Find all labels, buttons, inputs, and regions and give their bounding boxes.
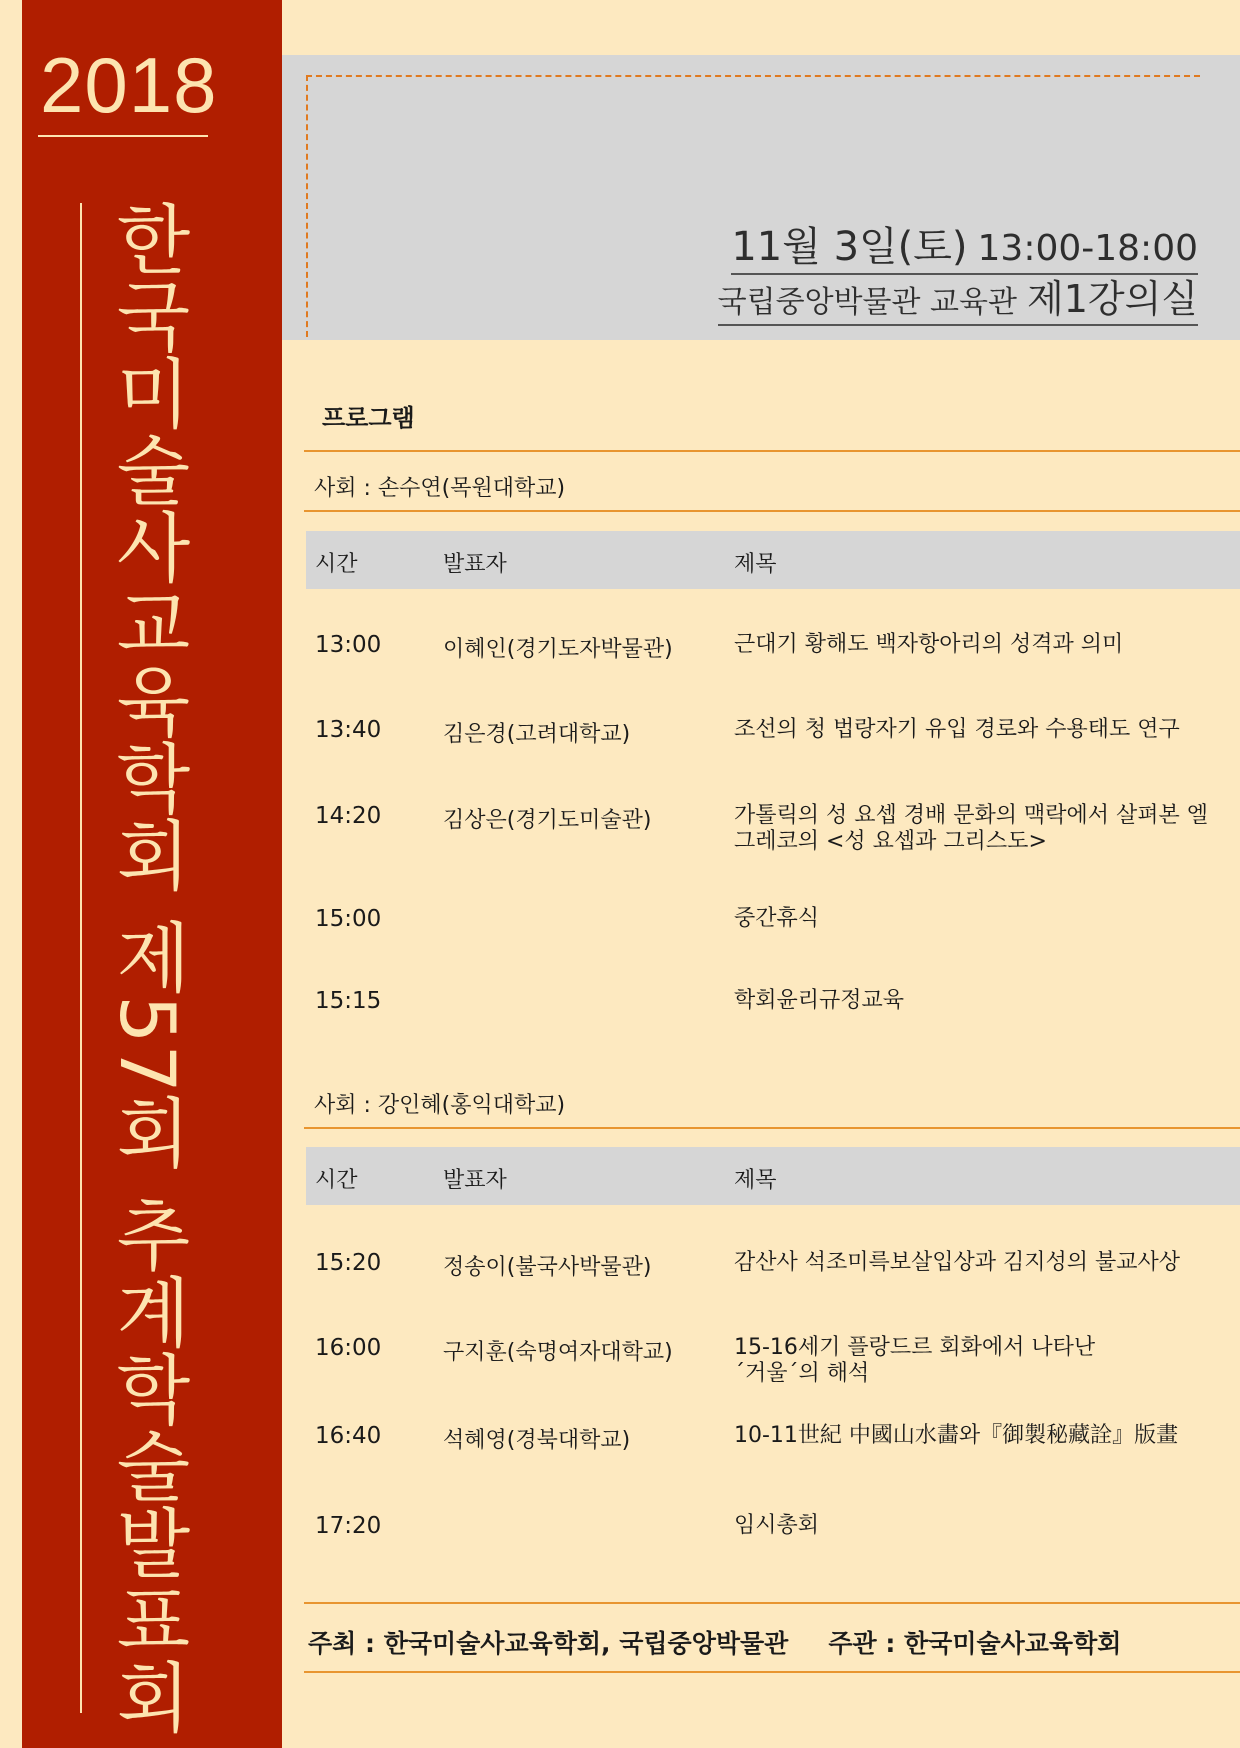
divider bbox=[304, 1671, 1240, 1673]
program-heading: 프로그램 bbox=[322, 404, 415, 432]
row-time: 16:40 bbox=[315, 1423, 382, 1449]
session2-moderator: 사회 : 강인혜(홍익대학교) bbox=[314, 1093, 566, 1118]
row-presenter: 정송이(불국사박물관) bbox=[443, 1255, 652, 1280]
col-time: 시간 bbox=[315, 1168, 358, 1193]
row-time: 13:40 bbox=[315, 717, 382, 743]
row-presenter: 이혜인(경기도자박물관) bbox=[443, 637, 673, 662]
event-date: 11월 3일(토) bbox=[731, 224, 968, 270]
row-title: 조선의 청 법랑자기 유입 경로와 수용태도 연구 bbox=[734, 717, 1180, 742]
row-title: 10-11世紀 中國山水畵와『御製秘藏詮』版畫 bbox=[734, 1423, 1179, 1448]
row-title: 임시총회 bbox=[734, 1513, 820, 1538]
row-time: 15:15 bbox=[315, 988, 382, 1014]
row-time: 17:20 bbox=[315, 1513, 382, 1539]
row-time: 13:00 bbox=[315, 632, 382, 658]
event-venue-line bbox=[718, 268, 1198, 326]
dashed-border-left bbox=[306, 75, 308, 337]
col-title: 제목 bbox=[734, 1168, 777, 1193]
event-time: 13:00-18:00 bbox=[977, 228, 1198, 269]
row-presenter: 석혜영(경북대학교) bbox=[443, 1428, 631, 1453]
row-time: 14:20 bbox=[315, 803, 382, 829]
session1-moderator: 사회 : 손수연(목원대학교) bbox=[314, 476, 566, 501]
row-time: 15:00 bbox=[315, 906, 382, 932]
footer-credits bbox=[308, 1624, 1121, 1660]
divider bbox=[304, 450, 1240, 452]
divider bbox=[304, 1127, 1240, 1129]
row-title: 중간휴식 bbox=[734, 906, 820, 931]
year: 2018 bbox=[40, 41, 218, 129]
col-title: 제목 bbox=[734, 552, 777, 577]
table-header bbox=[306, 531, 1240, 589]
venue-room: 제1강의실 bbox=[1026, 277, 1198, 321]
row-title: 근대기 황해도 백자항아리의 성격과 의미 bbox=[734, 632, 1124, 657]
row-presenter: 구지훈(숙명여자대학교) bbox=[443, 1340, 673, 1365]
col-presenter: 발표자 bbox=[443, 1168, 507, 1193]
row-time: 15:20 bbox=[315, 1250, 382, 1276]
event-title-vertical: 한국미술사교육학회 제57회 추계학술발표회 bbox=[103, 200, 192, 1736]
row-title: 감산사 석조미륵보살입상과 김지성의 불교사상 bbox=[734, 1250, 1181, 1275]
row-title: 학회윤리규정교육 bbox=[734, 988, 905, 1013]
row-presenter: 김상은(경기도미술관) bbox=[443, 808, 652, 833]
table-header bbox=[306, 1147, 1240, 1205]
divider bbox=[304, 1602, 1240, 1604]
row-time: 16:00 bbox=[315, 1335, 382, 1361]
row-title: 가톨릭의 성 요셉 경배 문화의 맥락에서 살펴본 엘 그레코의 <성 요셉과 그리스도> bbox=[734, 803, 1208, 854]
row-presenter: 김은경(고려대학교) bbox=[443, 722, 631, 747]
host-text: 주최 : 한국미술사교육학회, 국립중앙박물관 bbox=[308, 1629, 789, 1658]
organizer-text: 주관 : 한국미술사교육학회 bbox=[828, 1629, 1122, 1658]
col-time: 시간 bbox=[315, 552, 358, 577]
event-date-line bbox=[731, 215, 1198, 275]
dashed-border-top bbox=[306, 75, 1200, 77]
row-title: 15-16세기 플랑드르 회화에서 나타난 ´거울´의 해석 bbox=[734, 1335, 1096, 1386]
year-underline bbox=[38, 135, 208, 137]
venue-name: 국립중앙박물관 교육관 bbox=[717, 285, 1017, 320]
col-presenter: 발표자 bbox=[443, 552, 507, 577]
vertical-rule bbox=[80, 203, 82, 1713]
divider bbox=[304, 510, 1240, 512]
